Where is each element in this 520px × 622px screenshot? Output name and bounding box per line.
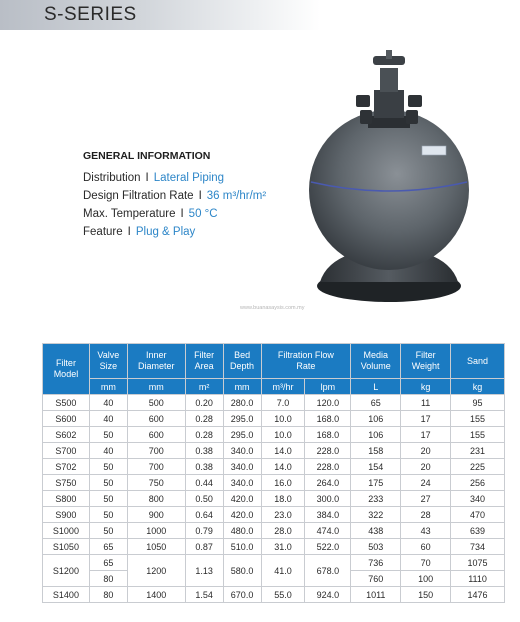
table-cell: 256: [451, 475, 505, 491]
table-cell: 16.0: [261, 475, 305, 491]
table-cell: 736: [351, 555, 401, 571]
table-cell: 175: [351, 475, 401, 491]
info-separator: I: [127, 226, 131, 238]
table-cell: 1.13: [185, 555, 223, 587]
info-value: 50 °C: [188, 208, 218, 220]
header-filtration-flow-rate: Filtration Flow Rate: [261, 344, 351, 379]
header-row: [43, 344, 505, 379]
table-cell: 50: [89, 507, 127, 523]
info-label: Design Filtration Rate: [83, 190, 194, 202]
table-row: [43, 475, 505, 491]
table-row: [43, 443, 505, 459]
table-row: [43, 539, 505, 555]
unit-cell: m²: [185, 379, 223, 395]
table-cell: 264.0: [305, 475, 351, 491]
table-cell: 340.0: [223, 443, 261, 459]
table-cell: 50: [89, 475, 127, 491]
table-cell: 80: [89, 571, 127, 587]
table-cell: 17: [401, 427, 451, 443]
header-filter-weight: Filter Weight: [401, 344, 451, 379]
header-valve-size: Valve Size: [89, 344, 127, 379]
table-cell: 0.28: [185, 411, 223, 427]
table-cell: 225: [451, 459, 505, 475]
table-cell: 31.0: [261, 539, 305, 555]
unit-cell: L: [351, 379, 401, 395]
table-cell: S700: [43, 443, 90, 459]
table-cell: 600: [127, 411, 185, 427]
table-cell: 734: [451, 539, 505, 555]
table-cell: 300.0: [305, 491, 351, 507]
header-bed-depth: Bed Depth: [223, 344, 261, 379]
unit-cell: m³/hr: [261, 379, 305, 395]
watermark-url: www.buanasaysis.com.my: [240, 305, 305, 311]
table-cell: 0.79: [185, 523, 223, 539]
table-cell: 420.0: [223, 491, 261, 507]
table-cell: 438: [351, 523, 401, 539]
table-cell: 228.0: [305, 459, 351, 475]
table-cell: 65: [89, 539, 127, 555]
info-value: Plug & Play: [135, 226, 196, 238]
table-cell: 14.0: [261, 459, 305, 475]
table-cell: 1400: [127, 587, 185, 603]
table-cell: 100: [401, 571, 451, 587]
table-cell: 0.38: [185, 443, 223, 459]
table-cell: 40: [89, 443, 127, 459]
unit-cell: mm: [89, 379, 127, 395]
table-cell: 40: [89, 395, 127, 411]
table-cell: 1110: [451, 571, 505, 587]
info-row-feature: [83, 223, 266, 241]
table-cell: 43: [401, 523, 451, 539]
header-media-volume: Media Volume: [351, 344, 401, 379]
table-cell: 168.0: [305, 411, 351, 427]
table-cell: 28: [401, 507, 451, 523]
table-cell: 600: [127, 427, 185, 443]
table-cell: 120.0: [305, 395, 351, 411]
table-cell: 0.50: [185, 491, 223, 507]
table-cell: 800: [127, 491, 185, 507]
general-information: [83, 150, 266, 241]
table-row: [43, 427, 505, 443]
table-cell: S602: [43, 427, 90, 443]
table-cell: 678.0: [305, 555, 351, 587]
table-cell: 340.0: [223, 475, 261, 491]
table-cell: 150: [401, 587, 451, 603]
table-cell: 65: [351, 395, 401, 411]
unit-cell: kg: [401, 379, 451, 395]
table-row: [43, 507, 505, 523]
table-row: [43, 411, 505, 427]
table-cell: 7.0: [261, 395, 305, 411]
table-cell: 50: [89, 491, 127, 507]
table-cell: 23.0: [261, 507, 305, 523]
table-cell: 154: [351, 459, 401, 475]
table-cell: 1.54: [185, 587, 223, 603]
table-cell: 28.0: [261, 523, 305, 539]
table-cell: S1050: [43, 539, 90, 555]
table-row: [43, 395, 505, 411]
info-row-design-filtration-rate: [83, 187, 266, 205]
table-cell: 1075: [451, 555, 505, 571]
general-information-heading: GENERAL INFORMATION: [83, 150, 211, 162]
table-cell: 70: [401, 555, 451, 571]
table-cell: 1011: [351, 587, 401, 603]
header-filter-model: Filter Model: [43, 344, 90, 395]
table-cell: 384.0: [305, 507, 351, 523]
table-cell: S1400: [43, 587, 90, 603]
table-cell: 50: [89, 427, 127, 443]
table-cell: 168.0: [305, 427, 351, 443]
unit-cell: mm: [223, 379, 261, 395]
sand-filter-image: [300, 50, 478, 306]
table-cell: 80: [89, 587, 127, 603]
table-cell: 40: [89, 411, 127, 427]
header-sand: Sand: [451, 344, 505, 379]
table-cell: 17: [401, 411, 451, 427]
table-cell: 233: [351, 491, 401, 507]
table-cell: 228.0: [305, 443, 351, 459]
unit-cell: lpm: [305, 379, 351, 395]
table-cell: 1050: [127, 539, 185, 555]
info-row-max-temperature: [83, 205, 266, 223]
table-cell: 1476: [451, 587, 505, 603]
table-cell: 503: [351, 539, 401, 555]
table-cell: 155: [451, 411, 505, 427]
table-cell: 420.0: [223, 507, 261, 523]
table-cell: S800: [43, 491, 90, 507]
table-row: [43, 523, 505, 539]
info-separator: I: [145, 172, 149, 184]
table-cell: S500: [43, 395, 90, 411]
table-cell: 760: [351, 571, 401, 587]
table-cell: 18.0: [261, 491, 305, 507]
table-cell: 1000: [127, 523, 185, 539]
table-cell: 480.0: [223, 523, 261, 539]
table-cell: 106: [351, 427, 401, 443]
unit-cell: kg: [451, 379, 505, 395]
table-cell: 700: [127, 443, 185, 459]
table-cell: 295.0: [223, 427, 261, 443]
table-row-s1200-a: [43, 555, 505, 571]
table-row: [43, 459, 505, 475]
units-row: [43, 379, 505, 395]
table-cell: S900: [43, 507, 90, 523]
table-cell: 65: [89, 555, 127, 571]
table-cell: 340: [451, 491, 505, 507]
table-cell: 700: [127, 459, 185, 475]
table-cell: 522.0: [305, 539, 351, 555]
table-cell: 11: [401, 395, 451, 411]
info-separator: I: [198, 190, 202, 202]
table-cell: 95: [451, 395, 505, 411]
table-cell: 0.20: [185, 395, 223, 411]
table-cell: S600: [43, 411, 90, 427]
table-cell: 155: [451, 427, 505, 443]
table-cell: 470: [451, 507, 505, 523]
unit-cell: mm: [127, 379, 185, 395]
table-cell: 14.0: [261, 443, 305, 459]
table-cell: 1200: [127, 555, 185, 587]
table-cell: 24: [401, 475, 451, 491]
table-cell: 55.0: [261, 587, 305, 603]
table-cell: S750: [43, 475, 90, 491]
table-cell: 0.28: [185, 427, 223, 443]
table-cell: 10.0: [261, 411, 305, 427]
table-cell: 322: [351, 507, 401, 523]
specification-table: [42, 343, 505, 603]
table-cell: 500: [127, 395, 185, 411]
info-label: Distribution: [83, 172, 141, 184]
table-cell: 670.0: [223, 587, 261, 603]
table-cell: 280.0: [223, 395, 261, 411]
table-cell: 41.0: [261, 555, 305, 587]
info-row-distribution: [83, 169, 266, 187]
table-cell: 900: [127, 507, 185, 523]
table-cell: 20: [401, 443, 451, 459]
table-cell: S702: [43, 459, 90, 475]
table-cell: 639: [451, 523, 505, 539]
table-cell: 924.0: [305, 587, 351, 603]
series-title: S-SERIES: [44, 4, 137, 25]
table-cell: S1000: [43, 523, 90, 539]
info-label: Max. Temperature: [83, 208, 176, 220]
table-cell: S1200: [43, 555, 90, 587]
table-cell: 231: [451, 443, 505, 459]
table-cell: 474.0: [305, 523, 351, 539]
table-cell: 510.0: [223, 539, 261, 555]
info-separator: I: [180, 208, 184, 220]
table-row: [43, 491, 505, 507]
table-cell: 60: [401, 539, 451, 555]
table-cell: 295.0: [223, 411, 261, 427]
table-cell: 0.44: [185, 475, 223, 491]
table-row: [43, 587, 505, 603]
table-cell: 27: [401, 491, 451, 507]
table-cell: 0.38: [185, 459, 223, 475]
table-cell: 0.64: [185, 507, 223, 523]
table-cell: 50: [89, 459, 127, 475]
table-cell: 750: [127, 475, 185, 491]
table-cell: 158: [351, 443, 401, 459]
table-cell: 340.0: [223, 459, 261, 475]
header-inner-diameter: Inner Diameter: [127, 344, 185, 379]
table-cell: 20: [401, 459, 451, 475]
table-cell: 580.0: [223, 555, 261, 587]
table-cell: 10.0: [261, 427, 305, 443]
header-filter-area: Filter Area: [185, 344, 223, 379]
table-cell: 50: [89, 523, 127, 539]
info-label: Feature: [83, 226, 123, 238]
info-value: Lateral Piping: [153, 172, 225, 184]
table-cell: 106: [351, 411, 401, 427]
table-cell: 0.87: [185, 539, 223, 555]
info-value: 36 m³/hr/m²: [206, 190, 267, 202]
